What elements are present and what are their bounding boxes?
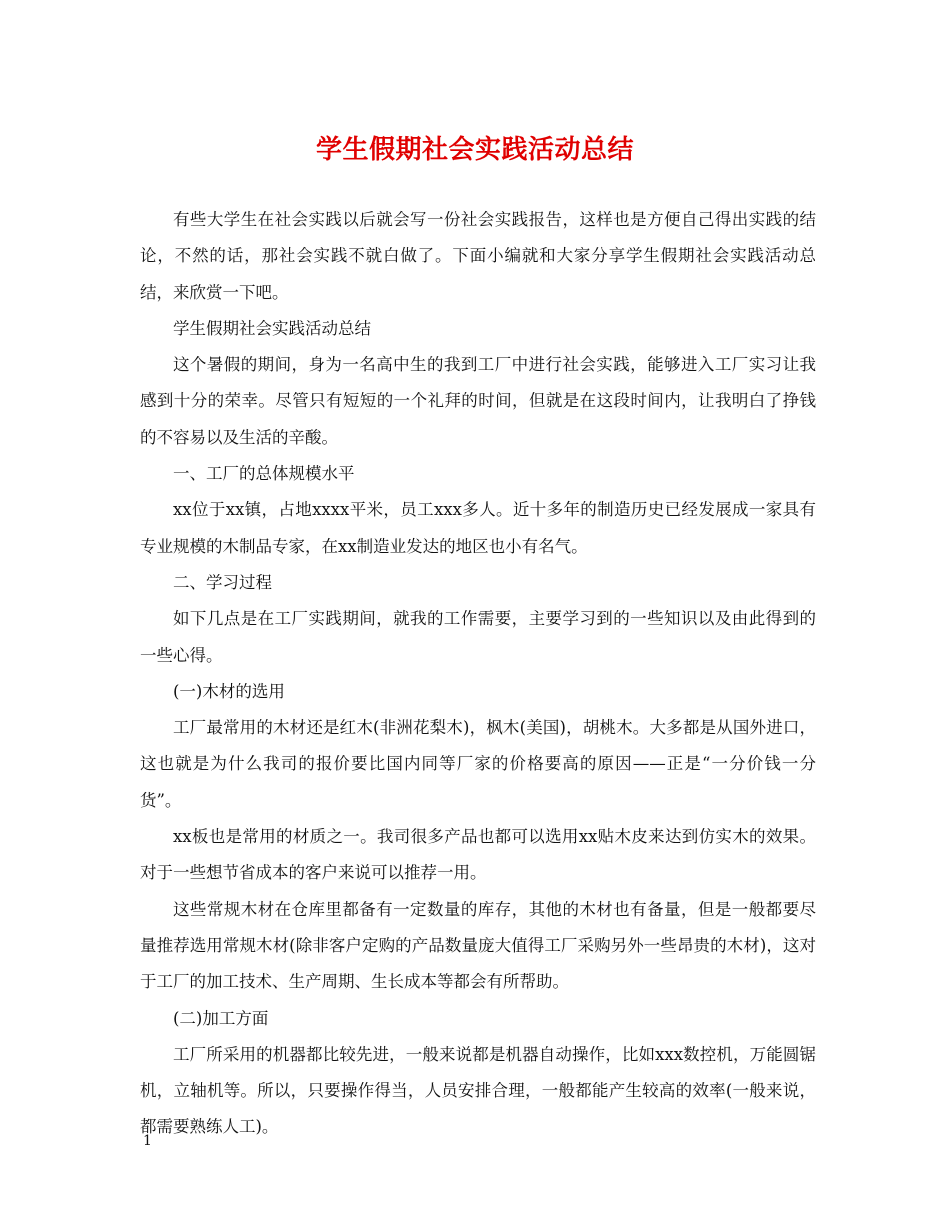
section-heading-factory-scale: 一、工厂的总体规模水平 — [173, 464, 355, 484]
inventory-paragraph: 这些常规木材在仓库里都备有一定数量的库存，其他的木材也有备量，但是一般都要尽量推荐选用常规木材(除非客户定购的产品数量庞大值得工厂采购另外一些昂贵的木材)，这对于工厂的加工技术、生产周期、生长成本等都会有所帮助。 — [140, 899, 816, 992]
page-number: 1 — [143, 1133, 152, 1149]
background-paragraph: 这个暑假的期间，身为一名高中生的我到工厂中进行社会实践，能够进入工厂实习让我感到十分的荣幸。尽管只有短短的一个礼拜的时间，但就是在这段时间内，让我明白了挣钱的不容易以及生活的辛酸。 — [140, 355, 816, 447]
intro-paragraph: 有些大学生在社会实践以后就会写一份社会实践报告，这样也是方便自己得出实践的结论，不然的话，那社会实践不就白做了。下面小编就和大家分享学生假期社会实践活动总结，来欣赏一下吧。 — [140, 210, 816, 302]
subsection-heading-processing: (二)加工方面 — [173, 1008, 269, 1028]
subtitle-paragraph: 学生假期社会实践活动总结 — [173, 318, 371, 338]
document-title: 学生假期社会实践活动总结 — [315, 135, 634, 165]
processing-paragraph: 工厂所采用的机器都比较先进，一般来说都是机器自动操作，比如xxx数控机，万能圆锯机，立轴机等。所以，只要操作得当，人员安排合理，一般都能产生较高的效率(一般来说，都需要熟练人工)。 — [140, 1044, 816, 1137]
learning-intro-paragraph: 如下几点是在工厂实践期间，就我的工作需要，主要学习到的一些知识以及由此得到的一些心得。 — [140, 609, 816, 665]
board-material-paragraph: xx板也是常用的材质之一。我司很多产品也都可以选用xx贴木皮来达到仿实木的效果。对于一些想节省成本的客户来说可以推荐一用。 — [140, 827, 816, 883]
subsection-heading-wood-selection: (一)木材的选用 — [173, 681, 285, 701]
factory-scale-paragraph: xx位于xx镇，占地xxxx平米，员工xxx多人。近十多年的制造历史已经发展成一家具有专业规模的木制品专家，在xx制造业发达的地区也小有名气。 — [140, 500, 816, 556]
section-heading-learning-process: 二、学习过程 — [173, 572, 272, 592]
document-body — [140, 202, 816, 1146]
wood-types-paragraph: 工厂最常用的木材还是红木(非洲花梨木)，枫木(美国)，胡桃木。大多都是从国外进口，这也就是为什么我司的报价要比国内同等厂家的价格要高的原因——正是“一分价钱一分货”。 — [140, 718, 816, 810]
